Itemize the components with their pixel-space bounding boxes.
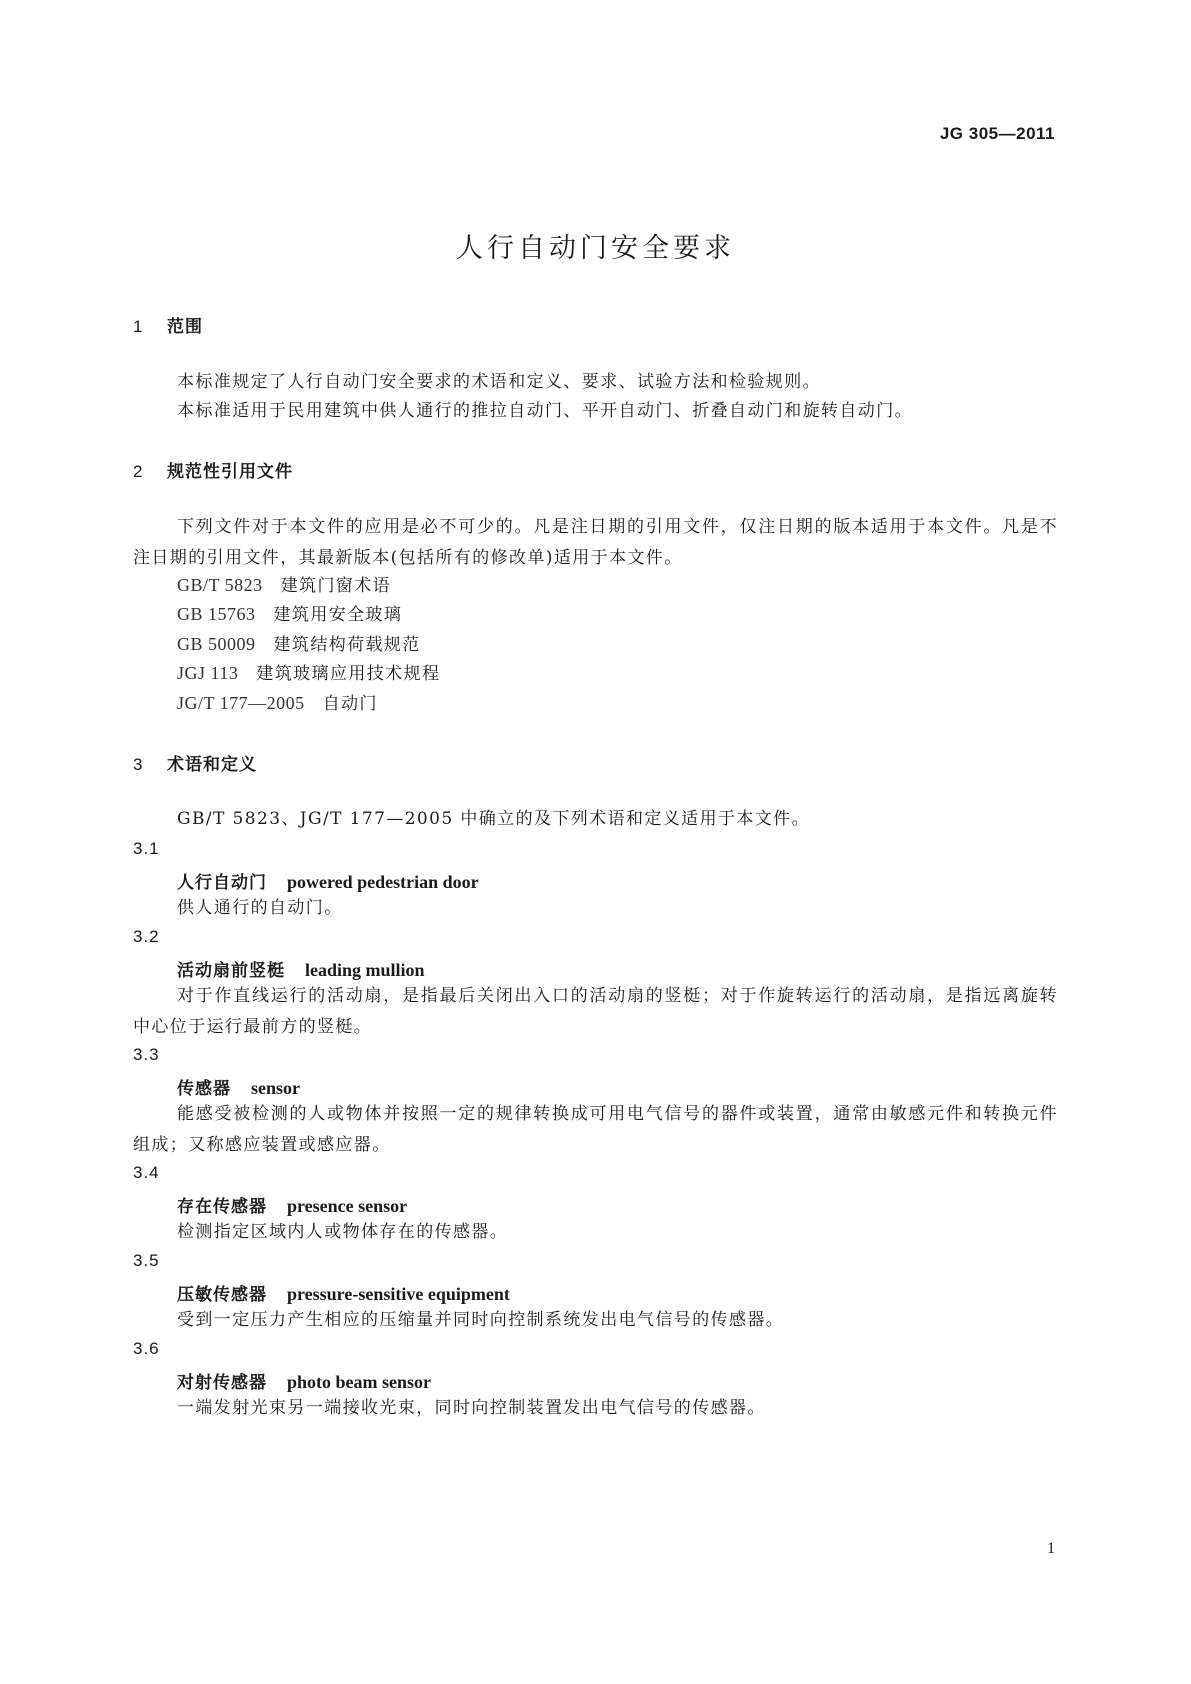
section-3-heading	[133, 750, 257, 775]
reference-title: 自动门	[322, 694, 378, 714]
term-definition: 受到一定压力产生相应的压缩量并同时向控制系统发出电气信号的传感器。	[177, 1310, 785, 1330]
standard-code: JG 305—2011	[939, 124, 1055, 143]
section-title: 规范性引用文件	[167, 462, 293, 482]
term-definition: 一端发射光束另一端接收光束，同时向控制装置发出电气信号的传感器。	[177, 1398, 766, 1418]
page-number: 1	[1047, 1540, 1055, 1557]
reference-code: GB/T 5823	[177, 575, 263, 595]
reference-item	[177, 630, 421, 655]
term-name	[177, 956, 425, 981]
reference-item	[177, 659, 440, 684]
term-number: 3.5	[133, 1251, 160, 1270]
reference-title: 建筑门窗术语	[280, 576, 392, 596]
section-title: 范围	[167, 317, 203, 337]
term-number: 3.3	[133, 1045, 160, 1064]
term-name	[177, 1368, 431, 1393]
page-title: 人行自动门安全要求	[456, 233, 735, 264]
reference-title: 建筑玻璃应用技术规程	[256, 664, 441, 684]
reference-code: JGJ 113	[177, 663, 239, 683]
term-number: 3.6	[133, 1339, 160, 1358]
reference-code: GB 15763	[177, 604, 256, 624]
term-en: pressure-sensitive equipment	[287, 1284, 510, 1304]
term-number: 3.4	[133, 1163, 160, 1182]
reference-item	[177, 600, 402, 625]
term-zh: 活动扇前竖梃	[177, 961, 285, 981]
term-name	[177, 868, 479, 893]
reference-item	[177, 689, 378, 714]
term-name	[177, 1192, 407, 1217]
term-number: 3.2	[133, 927, 160, 946]
terms-intro: GB/T 5823、JG/T 177—2005 中确立的及下列术语和定义适用于本文件。	[177, 809, 810, 829]
term-en: sensor	[251, 1078, 300, 1098]
reference-code: GB 50009	[177, 634, 256, 654]
section-number: 3	[133, 755, 144, 774]
reference-title: 建筑结构荷载规范	[273, 635, 421, 655]
term-definition: 检测指定区域内人或物体存在的传感器。	[177, 1222, 509, 1242]
term-definition: 对于作直线运行的活动扇，是指最后关闭出入口的活动扇的竖梃；对于作旋转运行的活动扇，是指远离旋转中心位于运行最前方的竖梃。	[133, 986, 1058, 1037]
term-zh: 对射传感器	[177, 1373, 267, 1393]
section-number: 1	[133, 317, 144, 336]
reference-code: JG/T 177—2005	[177, 693, 305, 713]
term-name	[177, 1280, 510, 1305]
term-definition: 供人通行的自动门。	[177, 898, 343, 918]
section-title: 术语和定义	[167, 755, 257, 775]
scope-paragraph-1: 本标准规定了人行自动门安全要求的术语和定义、要求、试验方法和检验规则。	[177, 372, 821, 392]
term-zh: 传感器	[177, 1079, 231, 1099]
section-2-heading	[133, 457, 293, 482]
scope-paragraph-2: 本标准适用于民用建筑中供人通行的推拉自动门、平开自动门、折叠自动门和旋转自动门。	[177, 401, 913, 421]
term-en: powered pedestrian door	[287, 872, 479, 892]
term-zh: 人行自动门	[177, 873, 267, 893]
term-en: leading mullion	[305, 960, 425, 980]
term-zh: 存在传感器	[177, 1197, 267, 1217]
term-name	[177, 1074, 300, 1099]
reference-item	[177, 571, 391, 596]
term-zh: 压敏传感器	[177, 1285, 267, 1305]
section-1-heading	[133, 312, 203, 337]
term-number: 3.1	[133, 839, 160, 858]
reference-title: 建筑用安全玻璃	[273, 605, 403, 625]
term-en: presence sensor	[287, 1196, 408, 1216]
term-definition: 能感受被检测的人或物体并按照一定的规律转换成可用电气信号的器件或装置，通常由敏感元件和转换元件组成；又称感应装置或感应器。	[133, 1104, 1058, 1155]
term-en: photo beam sensor	[287, 1372, 432, 1392]
references-intro: 下列文件对于本文件的应用是必不可少的。凡是注日期的引用文件，仅注日期的版本适用于本文件。凡是不注日期的引用文件，其最新版本(包括所有的修改单)适用于本文件。	[133, 517, 1058, 568]
section-number: 2	[133, 462, 144, 481]
